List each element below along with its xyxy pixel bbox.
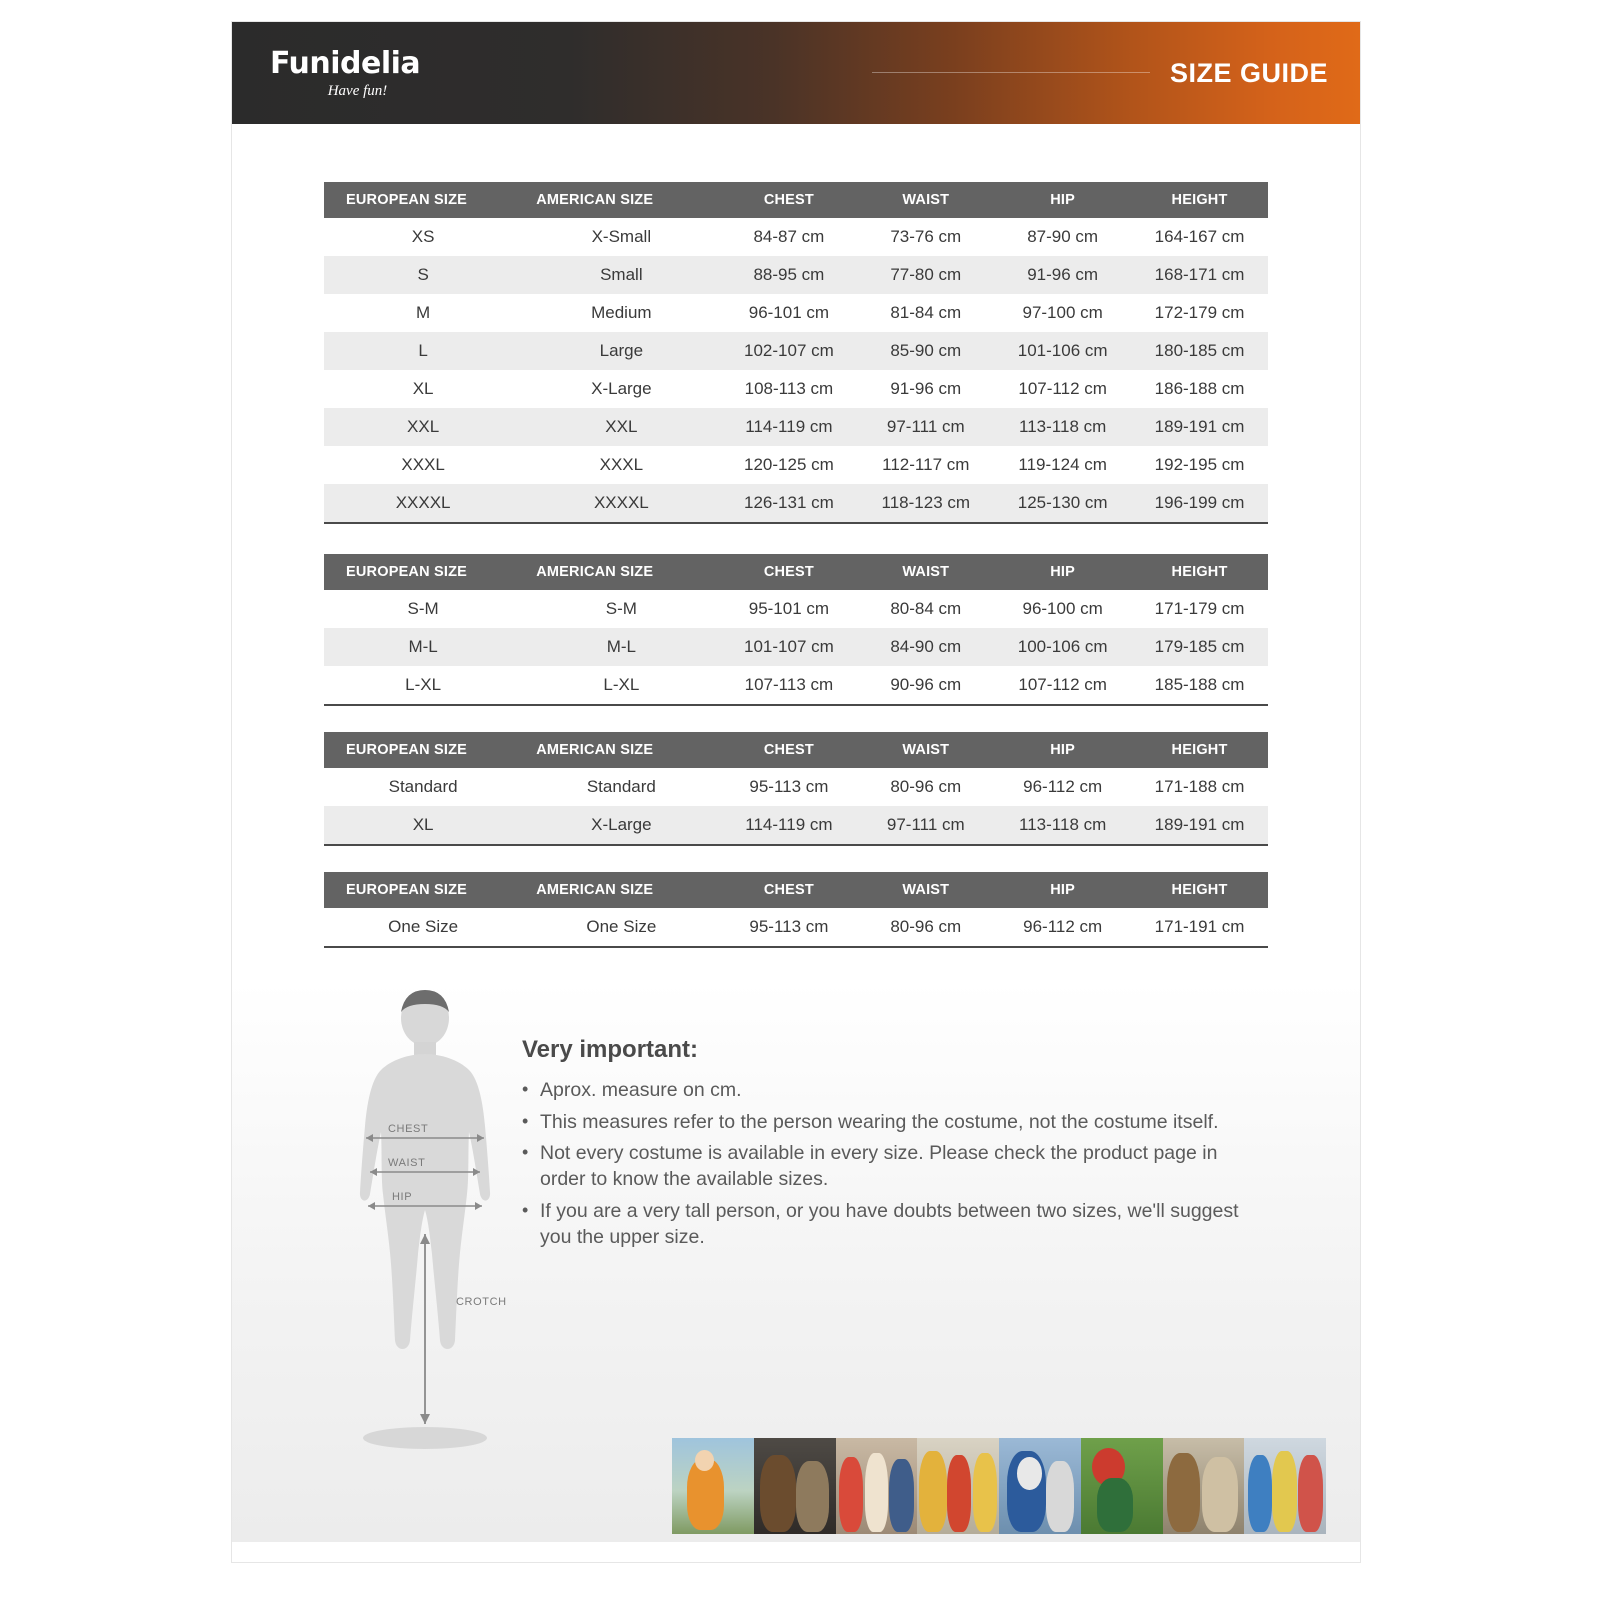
bullet-icon: • <box>522 1110 529 1131</box>
table-bottom-rule <box>324 844 1268 846</box>
brand-name: Funidelia <box>270 46 421 81</box>
table-row <box>324 590 1268 628</box>
col-height: HEIGHT <box>1131 872 1268 908</box>
cell-hip: 97-100 cm <box>1022 303 1103 322</box>
cell-waist: 84-90 cm <box>890 637 962 656</box>
cell-height: 180-185 cm <box>1154 341 1245 360</box>
cell-american-size: S-M <box>605 599 637 618</box>
human-body-diagram <box>310 986 540 1456</box>
cell-waist: 91-96 cm <box>890 379 962 398</box>
cell-hip: 101-106 cm <box>1017 341 1108 360</box>
note-text: Not every costume is available in every size. Please check the product page in order to know the available sizes. <box>540 1142 1218 1191</box>
cell-american-size: X-Large <box>591 815 652 834</box>
cell-chest: 126-131 cm <box>744 493 834 512</box>
cell-chest: 96-101 cm <box>748 303 830 322</box>
costume-photo-4 <box>917 1438 999 1534</box>
cell-european-size: L <box>418 341 428 360</box>
cell-american-size: X-Small <box>591 227 652 246</box>
table-row <box>324 256 1268 294</box>
col-hip: HIP <box>994 182 1131 218</box>
cell-height: 189-191 cm <box>1154 815 1245 834</box>
cell-european-size: XXXL <box>401 455 445 474</box>
table-row <box>324 628 1268 666</box>
note-item <box>522 1110 1242 1136</box>
cell-height: 186-188 cm <box>1154 379 1245 398</box>
cell-european-size: S-M <box>407 599 439 618</box>
cell-hip: 113-118 cm <box>1019 417 1107 436</box>
cell-american-size: Large <box>599 341 644 360</box>
table <box>324 872 1268 946</box>
costume-photo-3 <box>836 1438 918 1534</box>
cell-height: 185-188 cm <box>1154 675 1245 694</box>
col-height: HEIGHT <box>1131 732 1268 768</box>
page-title: SIZE GUIDE <box>1169 58 1328 88</box>
cell-hip: 107-112 cm <box>1018 675 1107 694</box>
cell-european-size: One Size <box>388 917 459 936</box>
note-text: If you are a very tall person, or you have doubts between two sizes, we'll suggest you the upper size. <box>540 1199 1239 1248</box>
bullet-icon: • <box>522 1142 529 1163</box>
cell-waist: 90-96 cm <box>890 675 962 694</box>
table-row <box>324 768 1268 806</box>
table-row <box>324 666 1268 704</box>
cell-american-size: Small <box>600 265 643 284</box>
cell-waist: 81-84 cm <box>890 303 962 322</box>
table-bottom-rule <box>324 522 1268 524</box>
costume-photo-5 <box>999 1438 1081 1534</box>
table-row <box>324 446 1268 484</box>
cell-american-size: One Size <box>586 917 657 936</box>
label-crotch: CROTCH <box>456 1296 507 1308</box>
cell-american-size: M-L <box>606 637 636 656</box>
cell-chest: 114-119 cm <box>745 815 833 834</box>
cell-chest: 95-113 cm <box>749 777 829 796</box>
cell-chest: 107-113 cm <box>744 675 834 694</box>
cell-european-size: XXL <box>407 417 440 436</box>
col-european-size: EUROPEAN SIZE <box>324 872 522 908</box>
cell-american-size: L-XL <box>603 675 640 694</box>
bullet-icon: • <box>522 1199 529 1220</box>
size-table-standard-sizes <box>324 182 1268 524</box>
table-header-row <box>324 872 1268 908</box>
col-waist: WAIST <box>857 732 994 768</box>
cell-american-size: XXXXL <box>593 493 649 512</box>
cell-height: 189-191 cm <box>1154 417 1245 436</box>
note-text: This measures refer to the person wearing the costume, not the costume itself. <box>540 1110 1219 1133</box>
note-text: Aprox. measure on cm. <box>540 1079 742 1101</box>
size-table-combined-sizes <box>324 554 1268 706</box>
cell-chest: 120-125 cm <box>744 455 834 474</box>
cell-american-size: Standard <box>586 777 656 796</box>
col-european-size: EUROPEAN SIZE <box>324 182 522 218</box>
col-european-size: EUROPEAN SIZE <box>324 732 522 768</box>
cell-hip: 119-124 cm <box>1018 455 1107 474</box>
cell-waist: 85-90 cm <box>890 341 962 360</box>
page-header <box>232 22 1360 124</box>
cell-chest: 102-107 cm <box>744 341 834 360</box>
cell-height: 164-167 cm <box>1154 227 1245 246</box>
col-hip: HIP <box>994 554 1131 590</box>
table <box>324 182 1268 522</box>
cell-height: 172-179 cm <box>1154 303 1245 322</box>
cell-hip: 125-130 cm <box>1017 493 1108 512</box>
size-table-one-size <box>324 872 1268 948</box>
cell-european-size: XL <box>412 379 434 398</box>
table-row <box>324 806 1268 844</box>
cell-height: 171-179 cm <box>1154 599 1245 618</box>
col-waist: WAIST <box>857 182 994 218</box>
col-chest: CHEST <box>720 554 857 590</box>
label-chest: CHEST <box>388 1123 429 1135</box>
cell-chest: 95-101 cm <box>748 599 830 618</box>
cell-american-size: X-Large <box>591 379 652 398</box>
costume-photo-7 <box>1163 1438 1245 1534</box>
cell-american-size: Medium <box>591 303 652 322</box>
cell-american-size: XXXL <box>599 455 644 474</box>
table-row <box>324 332 1268 370</box>
cell-hip: 96-112 cm <box>1023 777 1103 796</box>
label-waist: WAIST <box>388 1157 426 1169</box>
table-row <box>324 218 1268 256</box>
col-american-size: AMERICAN SIZE <box>522 554 720 590</box>
cell-hip: 91-96 cm <box>1027 265 1099 284</box>
col-american-size: AMERICAN SIZE <box>522 732 720 768</box>
cell-european-size: S <box>417 265 429 284</box>
costume-photo-strip <box>672 1438 1326 1534</box>
cell-european-size: M <box>416 303 431 322</box>
cell-hip: 113-118 cm <box>1019 815 1107 834</box>
cell-chest: 88-95 cm <box>753 265 825 284</box>
size-table-standard-xl <box>324 732 1268 846</box>
costume-photo-6 <box>1081 1438 1163 1534</box>
cell-european-size: XS <box>411 227 435 246</box>
header-divider <box>872 72 1150 73</box>
cell-american-size: XXL <box>605 417 638 436</box>
table-row <box>324 370 1268 408</box>
cell-hip: 96-100 cm <box>1022 599 1103 618</box>
table <box>324 732 1268 844</box>
cell-chest: 84-87 cm <box>753 227 825 246</box>
table-row <box>324 908 1268 946</box>
cell-chest: 95-113 cm <box>749 917 829 936</box>
cell-chest: 114-119 cm <box>745 417 833 436</box>
col-hip: HIP <box>994 872 1131 908</box>
table-row <box>324 408 1268 446</box>
cell-chest: 108-113 cm <box>744 379 834 398</box>
col-chest: CHEST <box>720 182 857 218</box>
col-chest: CHEST <box>720 872 857 908</box>
table-header-row <box>324 554 1268 590</box>
cell-hip: 107-112 cm <box>1018 379 1107 398</box>
cell-hip: 87-90 cm <box>1027 227 1099 246</box>
notes-title: Very important: <box>522 1036 699 1063</box>
cell-european-size: Standard <box>388 777 458 796</box>
cell-height: 171-191 cm <box>1154 917 1245 936</box>
col-waist: WAIST <box>857 872 994 908</box>
cell-height: 171-188 cm <box>1154 777 1245 796</box>
cell-waist: 112-117 cm <box>882 455 970 474</box>
cell-waist: 77-80 cm <box>890 265 962 284</box>
cell-waist: 80-96 cm <box>890 917 962 936</box>
table-header-row <box>324 732 1268 768</box>
col-height: HEIGHT <box>1131 182 1268 218</box>
brand-tagline: Have fun! <box>327 83 388 99</box>
costume-photo-2 <box>754 1438 836 1534</box>
cell-height: 168-171 cm <box>1154 265 1245 284</box>
cell-waist: 97-111 cm <box>886 815 965 834</box>
table-bottom-rule <box>324 704 1268 706</box>
body-measurement-figure <box>310 986 540 1456</box>
col-waist: WAIST <box>857 554 994 590</box>
cell-hip: 100-106 cm <box>1017 637 1108 656</box>
cell-waist: 118-123 cm <box>881 493 971 512</box>
col-american-size: AMERICAN SIZE <box>522 872 720 908</box>
measurement-guide-section <box>232 982 1360 1542</box>
table-bottom-rule <box>324 946 1268 948</box>
col-american-size: AMERICAN SIZE <box>522 182 720 218</box>
col-hip: HIP <box>994 732 1131 768</box>
cell-european-size: XL <box>412 815 434 834</box>
cell-height: 192-195 cm <box>1154 455 1245 474</box>
note-item <box>522 1199 1242 1250</box>
costume-photo-1 <box>672 1438 754 1534</box>
cell-waist: 73-76 cm <box>890 227 962 246</box>
size-guide-page <box>232 22 1360 1562</box>
col-height: HEIGHT <box>1131 554 1268 590</box>
note-item <box>522 1141 1242 1192</box>
cell-european-size: XXXXL <box>395 493 451 512</box>
table-row <box>324 484 1268 522</box>
cell-european-size: L-XL <box>405 675 442 694</box>
note-item <box>522 1078 1242 1104</box>
label-hip: HIP <box>392 1191 413 1203</box>
important-notes <box>522 1036 1242 1256</box>
table <box>324 554 1268 704</box>
table-row <box>324 294 1268 332</box>
cell-waist: 80-96 cm <box>890 777 962 796</box>
cell-waist: 80-84 cm <box>890 599 962 618</box>
costume-photo-8 <box>1244 1438 1326 1534</box>
col-european-size: EUROPEAN SIZE <box>324 554 522 590</box>
cell-chest: 101-107 cm <box>744 637 834 656</box>
cell-height: 179-185 cm <box>1154 637 1245 656</box>
bullet-icon: • <box>522 1079 529 1099</box>
cell-waist: 97-111 cm <box>886 417 965 436</box>
cell-european-size: M-L <box>408 637 438 656</box>
table-header-row <box>324 182 1268 218</box>
col-chest: CHEST <box>720 732 857 768</box>
brand-logo <box>270 46 445 100</box>
cell-height: 196-199 cm <box>1154 493 1245 512</box>
cell-hip: 96-112 cm <box>1023 917 1103 936</box>
